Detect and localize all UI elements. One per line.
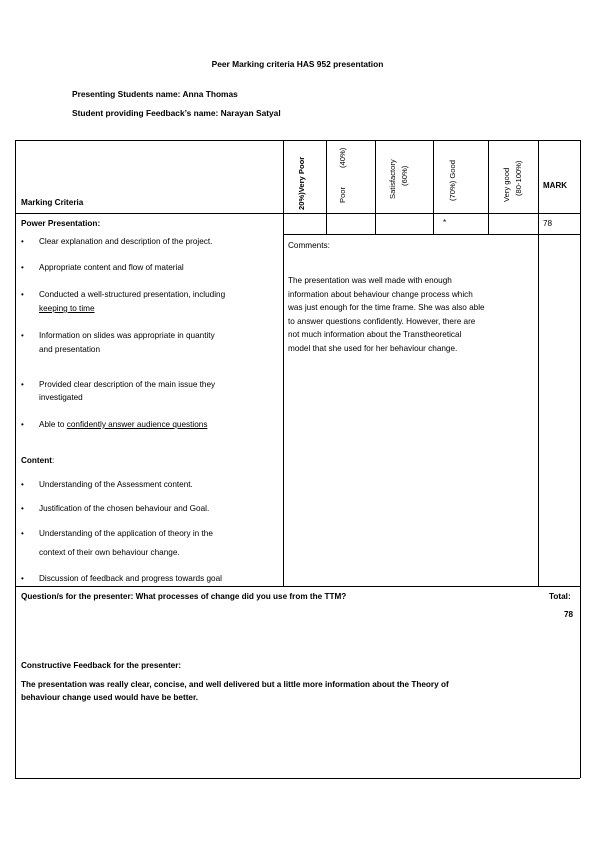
- list-item: Information on slides was appropriate in quantity: [39, 331, 215, 340]
- bullet-icon: •: [21, 290, 24, 299]
- list-item: Able to confidently answer audience questions: [39, 420, 208, 429]
- bullet-icon: •: [21, 331, 24, 340]
- scale-satisfactory-pct: (60%): [400, 165, 409, 186]
- list-item-continued: keeping to time: [39, 304, 95, 313]
- list-item: Understanding of the application of theory in the: [39, 529, 213, 538]
- scale-poor: Poor: [338, 186, 347, 203]
- presenting-student-name: Presenting Students name: Anna Thomas: [72, 89, 238, 99]
- bullet-icon: •: [21, 420, 24, 429]
- list-item: Discussion of feedback and progress towards goal: [39, 574, 222, 583]
- bullet-icon: •: [21, 380, 24, 389]
- feedback-text-line2: behaviour change used would have be better.: [21, 693, 198, 702]
- bullet-icon: •: [21, 574, 24, 583]
- list-item: Justification of the chosen behaviour and Goal.: [39, 504, 210, 513]
- list-item: Conducted a well-structured presentation, including: [39, 290, 226, 299]
- scale-very-poor: 20%)Very Poor: [297, 156, 306, 210]
- scale-satisfactory: Satisfactory: [388, 159, 397, 199]
- scale-good: (70%) Good: [448, 160, 457, 201]
- list-item: Appropriate content and flow of material: [39, 263, 184, 272]
- mark-value: 78: [543, 219, 553, 228]
- list-item: Understanding of the Assessment content.: [39, 480, 193, 489]
- total-label: Total:: [549, 592, 571, 601]
- section-power-presentation: Power Presentation:: [21, 219, 101, 228]
- comments-label: Comments:: [288, 241, 330, 250]
- marking-criteria-header: Marking Criteria: [21, 198, 84, 207]
- total-value: 78: [564, 610, 574, 619]
- bullet-icon: •: [21, 263, 24, 272]
- bullet-icon: •: [21, 504, 24, 513]
- bullet-icon: •: [21, 237, 24, 246]
- feedback-label: Constructive Feedback for the presenter:: [21, 661, 182, 670]
- list-item-continued: context of their own behaviour change.: [39, 548, 180, 557]
- mark-header: MARK: [543, 181, 567, 190]
- scale-very-good: Very good: [502, 167, 511, 202]
- bullet-icon: •: [21, 480, 24, 489]
- list-item: Clear explanation and description of the project.: [39, 237, 213, 246]
- question-label: Question/s for the presenter: What processes of change did you use from the TTM?: [21, 592, 347, 601]
- selected-rating-marker: *: [443, 218, 447, 227]
- bullet-icon: •: [21, 529, 24, 538]
- list-item-continued: and presentation: [39, 345, 100, 354]
- list-item-continued: investigated: [39, 393, 83, 402]
- section-content-title: Content:: [21, 456, 55, 465]
- scale-very-good-pct: (80-100%): [514, 160, 523, 196]
- scale-poor-pct: (40%): [338, 147, 347, 168]
- list-item: Provided clear description of the main issue they: [39, 380, 216, 389]
- feedback-student-name: Student providing Feedback’s name: Narayan Satyal: [72, 108, 281, 118]
- document-title: Peer Marking criteria HAS 952 presentation: [211, 59, 384, 69]
- feedback-text-line1: The presentation was really clear, concise, and well delivered but a little more information about the Theory of: [21, 680, 449, 689]
